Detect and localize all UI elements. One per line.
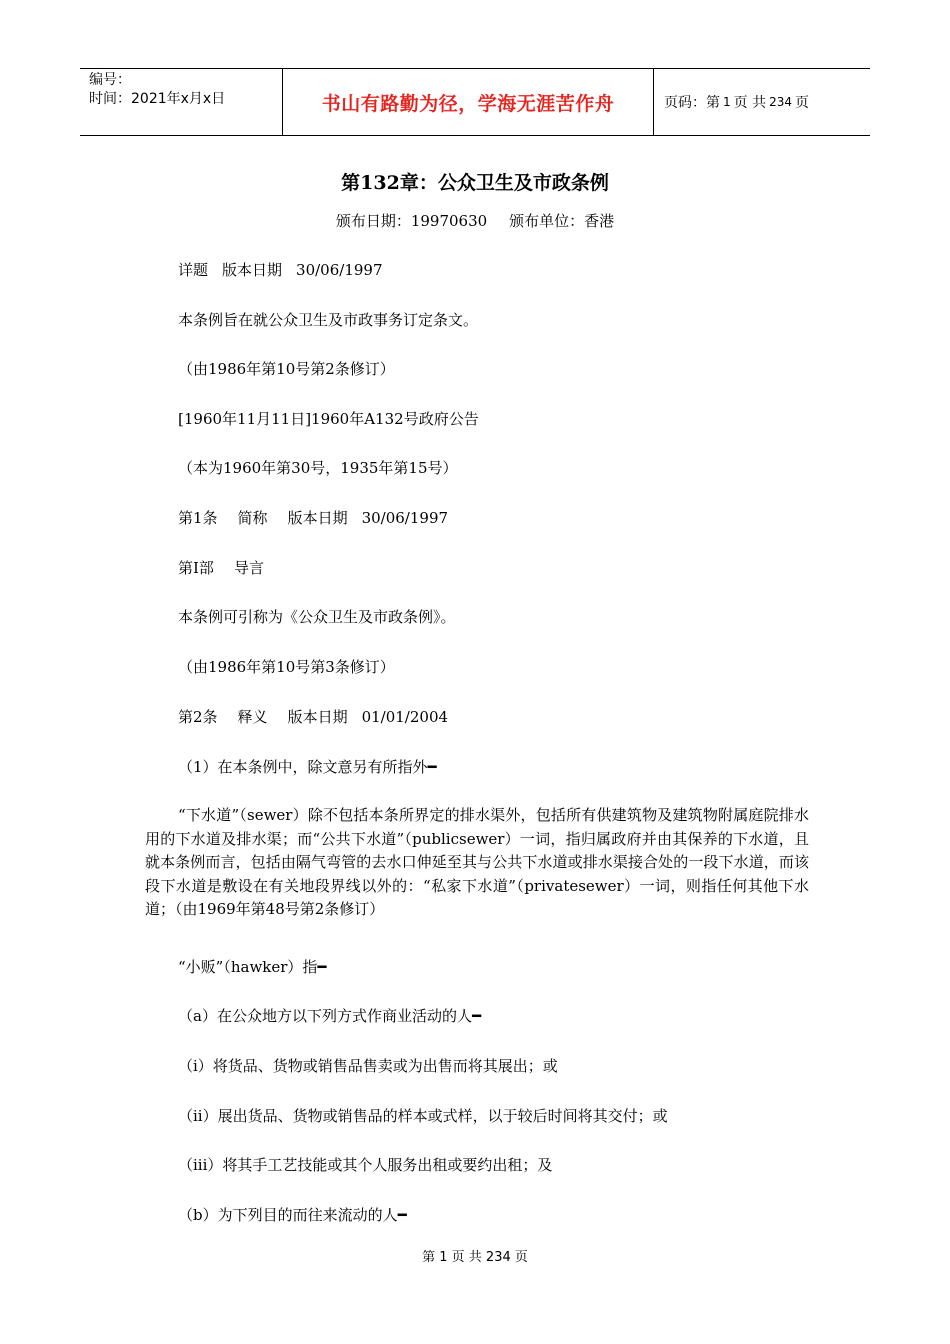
document-subtitle <box>0 210 950 231</box>
paragraph <box>178 557 264 580</box>
time-label: 时间：2021年x月x日 <box>89 91 226 107</box>
para-text: 简称 <box>237 509 268 527</box>
para-text: 第2条 <box>178 708 218 726</box>
publish-unit: 颁布单位：香港 <box>509 212 615 230</box>
header-meta <box>80 69 282 135</box>
number-label: 编号： <box>89 72 131 88</box>
paragraph: 本条例旨在就公众卫生及市政事务订定条文。 <box>178 311 479 329</box>
paragraph: （a）在公众地方以下列方式作商业活动的人━ <box>178 1007 481 1025</box>
paragraph: （由1986年第10号第3条修订） <box>178 658 395 676</box>
paragraph: “小贩”（hawker）指━ <box>178 958 327 976</box>
paragraph: （b）为下列目的而往来流动的人━ <box>178 1206 407 1224</box>
para-text: 释义 <box>237 708 268 726</box>
para-text: 第I部 <box>178 559 214 577</box>
page-current: 1 <box>723 95 731 109</box>
paragraph: （本为1960年第30号，1935年第15号） <box>178 459 458 477</box>
para-text: 版本日期 <box>287 509 348 527</box>
para-text: 30/06/1997 <box>361 509 449 527</box>
para-text: 导言 <box>233 559 264 577</box>
paragraph <box>178 259 383 282</box>
para-text: 详题 <box>178 261 209 279</box>
paragraph: （由1986年第10号第2条修订） <box>178 360 395 378</box>
page-footer: 第 1 页 共 234 页 <box>422 1250 528 1265</box>
para-text: 版本日期 <box>287 708 348 726</box>
para-text: 第1条 <box>178 509 218 527</box>
paragraph <box>178 706 448 729</box>
paragraph: （iii）将其手工艺技能或其个人服务出租或要约出租；及 <box>178 1156 553 1174</box>
paragraph: 本条例可引称为《公众卫生及市政条例》。 <box>178 608 456 626</box>
paragraph <box>178 507 448 530</box>
para-text: 版本日期 <box>222 261 283 279</box>
sewer-definition: “下水道”（sewer）除不包括本条所界定的排水渠外，包括所有供建筑物及建筑物附属庭院排水用的下水道及排水渠；而“公共下水道”（publicsewer）一词，指归属政府并由其保养的下水道，且就本条例而言，包括由隔气弯管的去水口伸延至其与公共下水道或排水渠接合处的一段下水道，而该段下水道是敷设在有关地段界线以外的：“私家下水道”（privatesewer）一词，则指任何其他下水道；（由1969年第48号第2条修订） <box>145 806 809 918</box>
page-prefix: 页码：第 <box>664 95 720 111</box>
paragraph: [1960年11月11日]1960年A132号政府公告 <box>178 410 479 428</box>
page-suffix: 页 <box>795 95 809 111</box>
page-mid: 页 共 <box>733 95 767 111</box>
publish-date: 颁布日期：19970630 <box>335 212 488 230</box>
page-total: 234 <box>769 95 792 109</box>
paragraph: （ii）展出货品、货物或销售品的样本或式样，以于较后时间将其交付；或 <box>178 1107 668 1125</box>
para-text: 30/06/1997 <box>296 261 383 279</box>
paragraph: （i）将货品、货物或销售品售卖或为出售而将其展出；或 <box>178 1057 558 1075</box>
header-page-info <box>654 69 870 135</box>
page-header <box>80 68 870 136</box>
paragraph: （1）在本条例中，除文意另有所指外━ <box>178 758 437 776</box>
header-motto: 书山有路勤为径，学海无涯苦作舟 <box>282 69 654 135</box>
document-title: 第132章：公众卫生及市政条例 <box>341 172 609 194</box>
para-text: 01/01/2004 <box>361 708 449 726</box>
